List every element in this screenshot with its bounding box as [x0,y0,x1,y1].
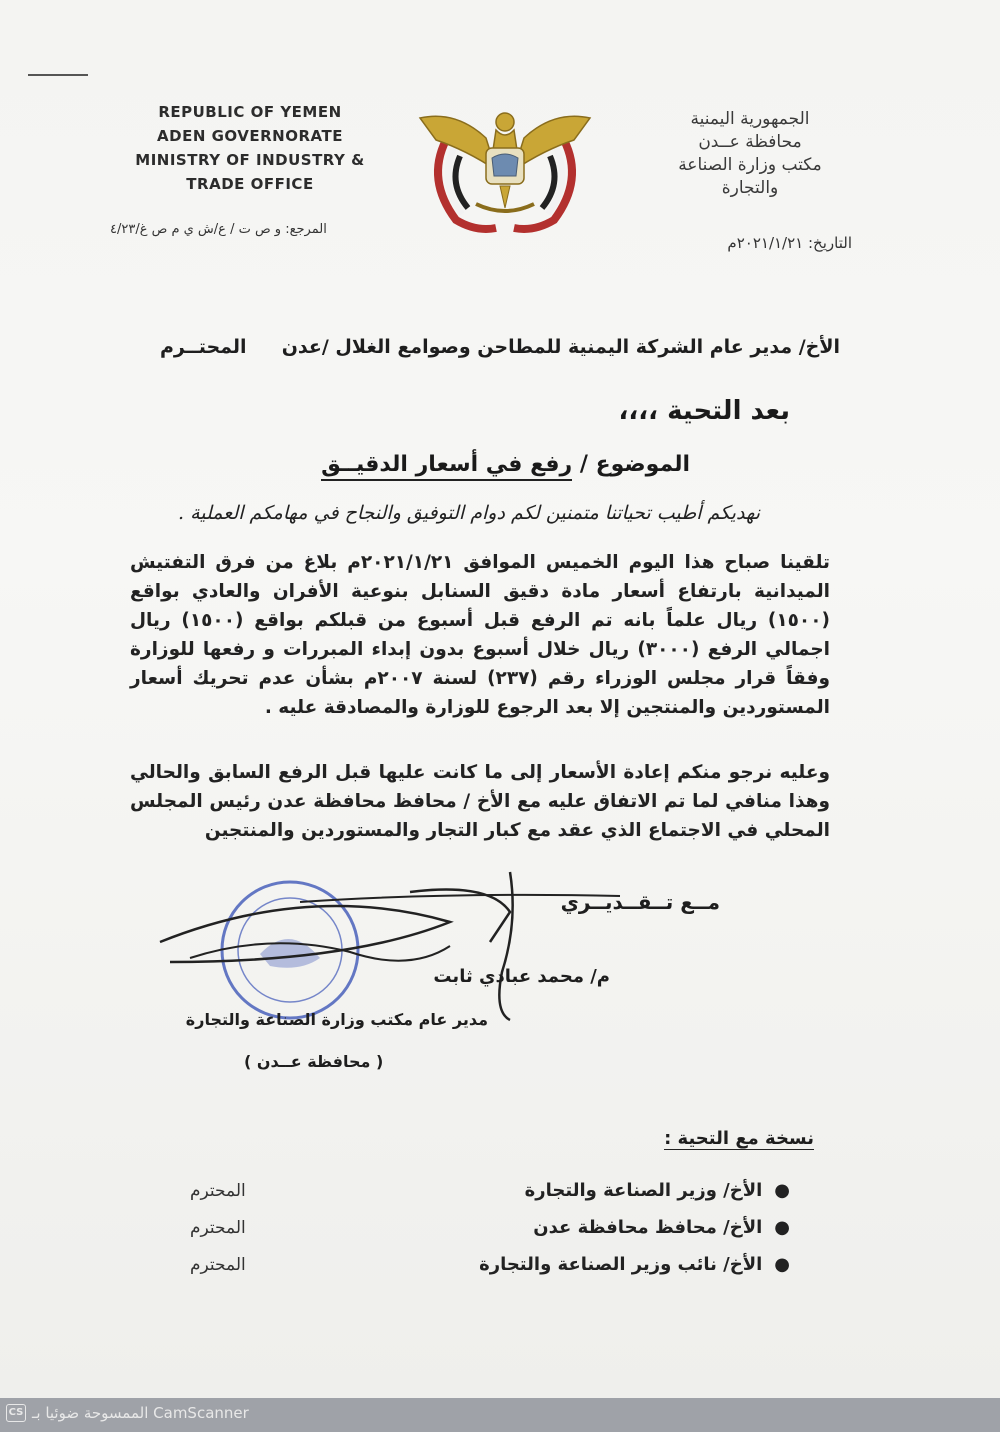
letter-date: التاريخ: ٢٠٢١/١/٢١م [727,234,852,252]
cc-honorific: المحترم [190,1180,246,1201]
signatory-name: م/ محمد عبادي ثابت [433,966,610,987]
en-line: TRADE OFFICE [186,175,314,193]
english-letterhead [120,100,380,196]
top-rule [28,74,88,76]
subject-value: رفع في أسعار الدقيــق [321,452,572,481]
cc-recipient: الأخ/ نائب وزير الصناعة والتجارة [479,1254,763,1275]
ar-line: محافظة عــدن [698,132,802,152]
official-stamp-icon [150,862,710,1022]
cc-recipient: الأخ/ محافظ محافظة عدن [533,1217,763,1238]
signatory-governorate: ( محافظة عــدن ) [244,1052,384,1071]
ar-line: الجمهورية اليمنية [690,109,810,129]
addressee-line [160,336,840,358]
cc-list [190,1172,790,1283]
arabic-letterhead [650,108,850,200]
ar-line: مكتب وزارة الصناعة [678,155,822,175]
handwritten-greeting: نهديكم أطيب تحياتنا متمنين لكم دوام التوفيق والنجاح في مهامكم العملية . [178,502,760,524]
cc-honorific: المحترم [190,1254,246,1275]
addressee: الأخ/ مدير عام الشركة اليمنية للمطاحن وصوامع الغلال /عدن [281,336,840,358]
addressee-honorific: المحتــرم [160,336,247,358]
cc-item [190,1209,790,1246]
body-paragraph-1: تلقينا صباح هذا اليوم الخميس الموافق ٢٠٢١/١/٢١م بلاغ من فرق التفتيش الميدانية بارتفاع أسعار مادة دقيق السنابل بنوعية الأفران والعادي بواقع (١٥٠٠) ريال علماً بانه تم الرفع قبل أسبوع من قبلكم بواقع (١٥٠٠) ريال اجمالي الرفع (٣٠٠٠) ريال خلال أسبوع بدون إبداء المبررات و رفعها للوزارة وفقاً قرار مجلس الوزراء رقم (٢٣٧) لسنة ٢٠٠٧م بشأن عدم تحريك أسعار المستوردين والمنتجين إلا بعد الرجوع للوزارة والمصادقة عليه . [130,552,830,718]
camscanner-logo-icon: CS [6,1404,26,1422]
signatory-title: مدير عام مكتب وزارة الصناعة والتجارة [185,1010,488,1029]
cc-recipient: الأخ/ وزير الصناعة والتجارة [524,1180,763,1201]
bullet-icon: ● [774,1217,790,1238]
yemen-emblem-icon [416,100,594,240]
closing-regards: مــع تــقــديــري [560,890,720,914]
cc-item [190,1246,790,1283]
subject-line [321,452,690,477]
en-line: MINISTRY OF INDUSTRY & [135,151,365,169]
camscanner-watermark [6,1400,249,1426]
cc-honorific: المحترم [190,1217,246,1238]
en-line: ADEN GOVERNORATE [157,127,343,145]
ar-line: والتجارة [721,178,779,198]
greeting: بعد التحية ،،،، [618,396,790,426]
bullet-icon: ● [774,1180,790,1201]
cc-title: نسخة مع التحية : [664,1128,814,1149]
subject-label: الموضوع / [579,452,690,477]
reference-number: المرجع: و ص ت / ع/ش ي م ص غ/٤/٢٣ [110,222,327,237]
camscanner-text: الممسوحة ضوئيا بـ CamScanner [32,1404,249,1422]
bullet-icon: ● [774,1254,790,1275]
body-paragraph-2: وعليه نرجو منكم إعادة الأسعار إلى ما كانت عليها قبل الرفع السابق والحالي وهذا منافي لما تم الاتفاق عليه مع الأخ / محافظ محافظة عدن رئيس المجلس المحلي في الاجتماع الذي عقد مع كبار التجار والمستوردين والمنتجين [130,762,830,841]
cc-item [190,1172,790,1209]
en-line: REPUBLIC OF YEMEN [158,103,342,121]
